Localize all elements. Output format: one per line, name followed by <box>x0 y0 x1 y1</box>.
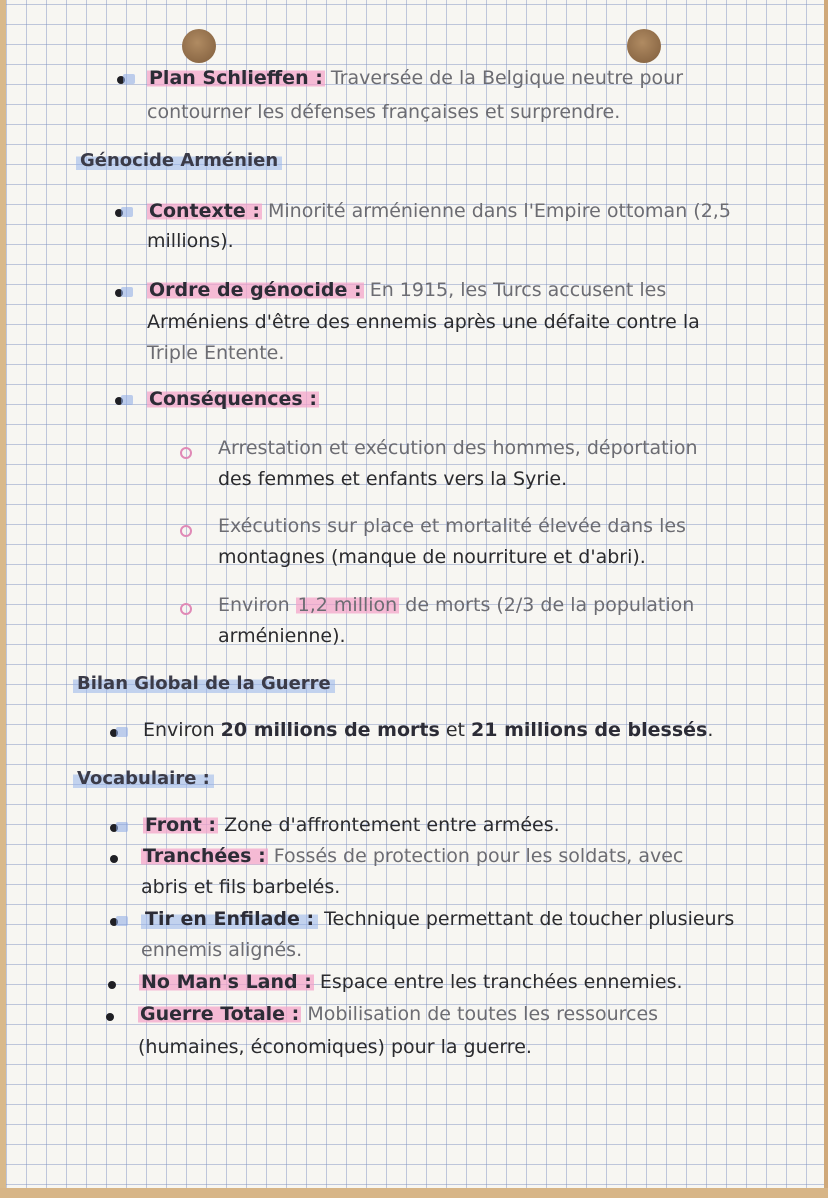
sub-bullet-icon <box>180 525 192 537</box>
consequences-label: Conséquences : <box>149 388 317 410</box>
consequence-2-line1: Exécutions sur place et mortalité élevée dans les <box>218 515 686 537</box>
bullet-icon <box>110 918 118 926</box>
bilan-deaths: 20 millions de morts <box>220 719 440 741</box>
sub-bullet-icon <box>180 447 192 459</box>
vocab-front: Front : Zone d'affrontement entre armées. <box>145 814 560 836</box>
consequence-2-line2: montagnes (manque de nourriture et d'abri). <box>218 546 646 568</box>
ordre-text1: En 1915, les Turcs accusent les <box>369 279 667 301</box>
bullet-icon <box>115 397 123 405</box>
bullet-icon <box>117 76 125 84</box>
paper-edge-bottom <box>0 1188 828 1198</box>
vocab-tranchees-line2: abris et fils barbelés. <box>141 876 341 898</box>
vocab-noman: No Man's Land : Espace entre les tranchées ennemies. <box>141 971 683 993</box>
ordre-line1 <box>147 275 666 306</box>
vocab-totale-line1: Guerre Totale : Mobilisation de toutes les ressources <box>140 1003 659 1025</box>
noman-label: No Man's Land : <box>141 971 312 993</box>
tranchees-label: Tranchées : <box>143 845 266 867</box>
tir-label: Tir en Enfilade : <box>141 908 318 930</box>
section-title-vocab: Vocabulaire : <box>73 763 214 794</box>
schlieffen-text1: Traversée de la Belgique neutre pour <box>330 67 683 89</box>
bullet-icon <box>115 289 123 297</box>
sub-bullet-icon <box>180 603 192 615</box>
front-label: Front : <box>145 814 217 836</box>
bilan-wounded: 21 millions de blessés <box>471 719 708 741</box>
ordre-line2: Arméniens d'être des ennemis après une défaite contre la <box>147 311 700 333</box>
bullet-icon <box>110 729 118 737</box>
schlieffen-line1 <box>147 63 683 94</box>
vocab-tranchees-line1: Tranchées : Fossés de protection pour les soldats, avec <box>143 845 684 867</box>
vocab-tir-line2: ennemis alignés. <box>141 939 303 961</box>
punch-hole-right <box>627 29 661 63</box>
contexte-label: Contexte : <box>149 200 260 222</box>
bilan-text: Environ 20 millions de morts et 21 millions de blessés. <box>143 719 714 741</box>
contexte-text1: Minorité arménienne dans l'Empire ottoman (2,5 <box>267 200 731 222</box>
ordre-line3: Triple Entente. <box>147 342 285 364</box>
bullet-icon <box>110 855 118 863</box>
punch-hole-left <box>182 29 216 63</box>
schlieffen-line2: contourner les défenses françaises et surprendre. <box>147 101 621 123</box>
section-title-bilan: Bilan Global de la Guerre <box>73 668 335 699</box>
paper-edge-left <box>0 0 6 1198</box>
vocab-tir-line1: Tir en Enfilade : Technique permettant de toucher plusieurs <box>141 904 734 935</box>
section-title-genocide: Génocide Arménien <box>76 145 282 176</box>
bullet-icon <box>108 981 116 989</box>
contexte-line1 <box>147 196 731 227</box>
ordre-label: Ordre de génocide : <box>149 279 362 301</box>
consequence-3-line1: Environ 1,2 million de morts (2/3 de la population <box>218 594 695 616</box>
contexte-line2: millions). <box>147 230 234 252</box>
vocab-totale-line2: (humaines, économiques) pour la guerre. <box>138 1036 532 1058</box>
consequences-heading <box>147 384 319 415</box>
totale-label: Guerre Totale : <box>140 1003 300 1025</box>
bullet-icon <box>110 824 118 832</box>
consequence-1-line2: des femmes et enfants vers la Syrie. <box>218 468 568 490</box>
death-toll: 1,2 million <box>297 594 398 616</box>
schlieffen-label: Plan Schlieffen : <box>149 67 323 89</box>
bullet-icon <box>106 1013 114 1021</box>
paper-edge-right <box>824 0 828 1198</box>
bullet-icon <box>115 209 123 217</box>
consequence-1-line1: Arrestation et exécution des hommes, déportation <box>218 437 698 459</box>
consequence-3-line2: arménienne). <box>218 625 346 647</box>
